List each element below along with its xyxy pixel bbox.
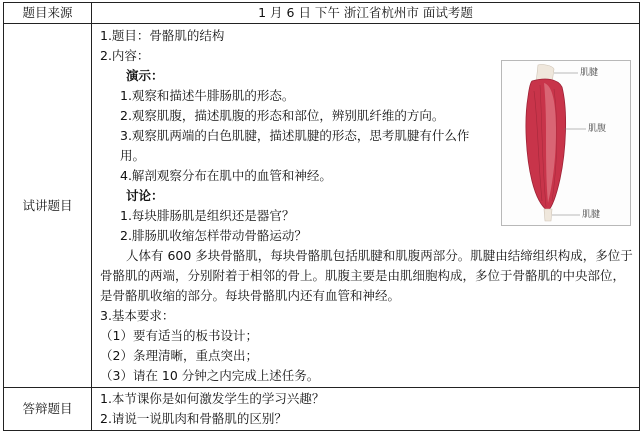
figure-label-tendon-top: 肌腱 bbox=[580, 68, 599, 78]
defense-content bbox=[92, 388, 639, 430]
lecture-content bbox=[92, 24, 639, 387]
header-row bbox=[4, 3, 640, 24]
demo-item-text: 3.观察肌两端的白色肌腱，描述肌腱的形态，思考肌腱有什么作用。 bbox=[120, 128, 470, 163]
source-label: 题目来源 bbox=[4, 3, 92, 24]
defense-question: 2.请说一说肌肉和骨骼肌的区别？ bbox=[100, 411, 287, 426]
lecture-cell bbox=[92, 24, 640, 388]
figure-label-belly: 肌腹 bbox=[588, 124, 607, 134]
exam-table bbox=[3, 2, 640, 431]
defense-question: 1.本节课你是如何激发学生的学习兴趣？ bbox=[100, 391, 325, 406]
discussion-item: 1.每块腓肠肌是组织还是器官？ bbox=[120, 208, 295, 223]
muscle-illustration bbox=[502, 61, 630, 225]
lecture-row bbox=[4, 24, 640, 388]
content-paragraph: 人体有 600 多块骨骼肌，每块骨骼肌包括肌腱和肌腹两部分。肌腱由结缔组织构成，多位于骨骼肌的两端，分别附着于相邻的骨上。肌腹主要是由肌细胞构成，多位于骨骼肌的中央部位，是骨骼肌收缩的部分。每块骨骼肌内还有血管和神经。 bbox=[100, 248, 633, 303]
requirements-heading: 3.基本要求： bbox=[100, 308, 175, 323]
demo-heading: 演示： bbox=[126, 68, 164, 83]
discussion-item: 2.腓肠肌收缩怎样带动骨骼运动？ bbox=[120, 228, 307, 243]
figure-label-tendon-bottom: 肌腱 bbox=[582, 210, 601, 220]
defense-row bbox=[4, 388, 640, 431]
defense-label: 答辩题目 bbox=[4, 388, 92, 431]
muscle-figure bbox=[501, 60, 631, 226]
content-heading: 2.内容： bbox=[100, 48, 150, 63]
tendon-bottom-shape bbox=[544, 209, 552, 221]
demo-item: 4.解剖观察分布在肌中的血管和神经。 bbox=[120, 168, 332, 183]
discussion-heading: 讨论： bbox=[126, 188, 164, 203]
demo-item: 1.观察和描述牛腓肠肌的形态。 bbox=[120, 88, 295, 103]
requirement-item: （2）条理清晰，重点突出； bbox=[100, 348, 258, 363]
source-value: 1 月 6 日 下午 浙江省杭州市 面试考题 bbox=[92, 3, 640, 24]
requirement-item: （1）要有适当的板书设计； bbox=[100, 328, 258, 343]
demo-item: 2.观察肌腹，描述肌腹的形态和部位，辨别肌纤维的方向。 bbox=[120, 108, 445, 123]
defense-cell bbox=[92, 388, 640, 431]
topic-line: 1.题目：骨骼肌的结构 bbox=[100, 28, 225, 43]
lecture-label: 试讲题目 bbox=[4, 24, 92, 388]
requirement-item: （3）请在 10 分钟之内完成上述任务。 bbox=[100, 368, 320, 383]
